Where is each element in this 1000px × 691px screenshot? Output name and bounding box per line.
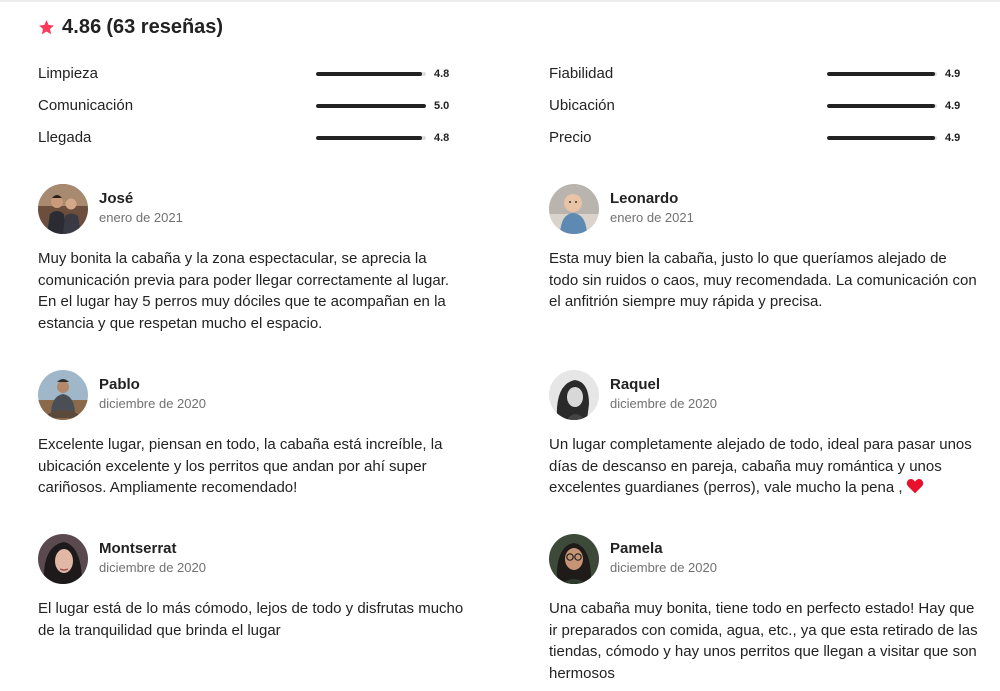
rating-bar-fill	[827, 136, 935, 140]
category-label: Comunicación	[38, 97, 134, 114]
review-card	[38, 184, 468, 334]
reviewer-name: Pamela	[610, 540, 663, 557]
category-value: 4.9	[945, 68, 961, 80]
reviewer-name: Montserrat	[99, 540, 177, 557]
reviewer-name: Pablo	[99, 376, 140, 393]
avatar[interactable]	[38, 534, 88, 584]
avatar[interactable]	[38, 184, 88, 234]
rating-bar-fill	[316, 104, 426, 108]
reviewer-name: Raquel	[610, 376, 661, 393]
review-text	[549, 434, 979, 499]
review-text: Esta muy bien la cabaña, justo lo que queríamos alejado de todo sin ruidos o caos, muy recomendada. La comunicación con el anfitrión siempre muy rápida y precisa.	[549, 250, 977, 310]
star-icon	[38, 19, 55, 36]
review-date: enero de 2021	[610, 210, 694, 225]
category-value: 4.8	[434, 132, 450, 144]
category-label: Llegada	[38, 129, 92, 146]
category-value: 4.8	[434, 68, 450, 80]
review-text-content: Un lugar completamente alejado de todo, ideal para pasar unos días de descanso en pareja, cabaña muy romántica y unos excelentes guardianes (perros), vale mucho la pena ,	[549, 436, 972, 496]
review-text: El lugar está de lo más cómodo, lejos de todo y disfrutas mucho de la tranquilidad que brinda el lugar	[38, 600, 464, 639]
overall-rating: 4.86	[62, 15, 102, 38]
avatar[interactable]	[549, 534, 599, 584]
reviewer-name: Leonardo	[610, 190, 679, 207]
rating-bar	[316, 72, 426, 76]
rating-bar-fill	[316, 136, 422, 140]
category-label: Fiabilidad	[549, 65, 614, 82]
review-date: diciembre de 2020	[99, 560, 206, 575]
review-text: Muy bonita la cabaña y la zona espectacular, se aprecia la comunicación previa para poder llegar correctamente al lugar. En el lugar hay 5 perros muy dóciles que te acompañan en la estancia y que respetan mucho el espacio.	[38, 250, 450, 332]
review-text: Una cabaña muy bonita, tiene todo en perfecto estado! Hay que ir preparados con comida, agua, etc., ya que esta retirado de las tiendas, cómodo y hay unos perritos que llegan a visitar que son hermosos	[549, 600, 978, 682]
rating-bar	[316, 136, 426, 140]
review-date: diciembre de 2020	[99, 396, 206, 411]
rating-bar	[316, 104, 426, 108]
avatar[interactable]	[549, 184, 599, 234]
top-divider	[0, 0, 1000, 2]
review-card	[38, 534, 468, 641]
category-value: 5.0	[434, 100, 450, 112]
category-label: Limpieza	[38, 65, 99, 82]
review-card	[549, 534, 979, 684]
category-label: Precio	[549, 129, 592, 146]
rating-bar	[827, 72, 937, 76]
heart-icon	[906, 478, 924, 494]
review-date: diciembre de 2020	[610, 560, 717, 575]
rating-bar	[827, 104, 937, 108]
review-count: (63 reseñas)	[106, 15, 224, 38]
reviewer-name: José	[99, 190, 134, 207]
category-label: Ubicación	[549, 97, 615, 114]
review-date: diciembre de 2020	[610, 396, 717, 411]
rating-summary	[38, 14, 223, 40]
rating-bar-fill	[827, 72, 935, 76]
review-card	[549, 184, 979, 313]
review-card	[38, 370, 468, 499]
rating-bar-fill	[827, 104, 935, 108]
review-date: enero de 2021	[99, 210, 183, 225]
review-card	[549, 370, 979, 499]
review-text: Excelente lugar, piensan en todo, la cabaña está increíble, la ubicación excelente y los perritos que andan por ahí super cariñosos. Ampliamente recomendado!	[38, 436, 443, 496]
rating-bar-fill	[316, 72, 422, 76]
category-value: 4.9	[945, 100, 961, 112]
avatar[interactable]	[38, 370, 88, 420]
category-value: 4.9	[945, 132, 961, 144]
rating-bar	[827, 136, 937, 140]
avatar[interactable]	[549, 370, 599, 420]
